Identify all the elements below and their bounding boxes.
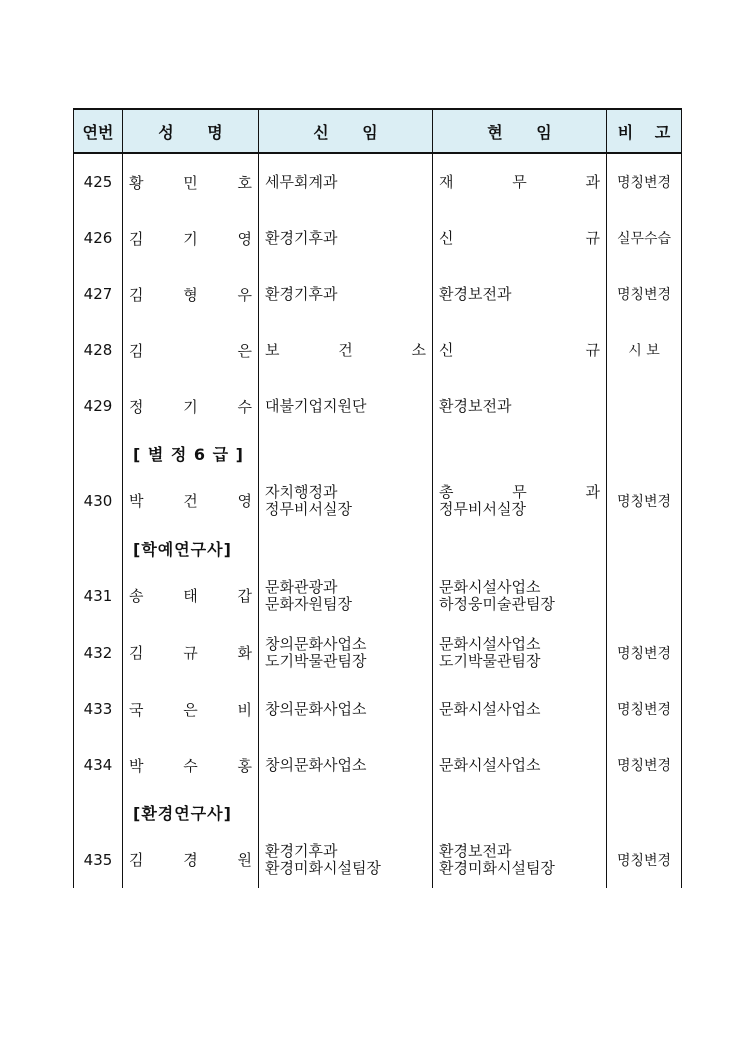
- current-post-line: 문화시설사업소: [439, 755, 541, 774]
- new-post-cell: [259, 831, 433, 889]
- new-post-cell: [259, 681, 433, 737]
- current-post-line: 도기박물관팀장: [439, 651, 541, 670]
- note-cell: 명칭변경: [607, 153, 682, 210]
- empty-cell: [433, 529, 607, 567]
- empty-cell: [607, 793, 682, 831]
- person-name: 김 규 화: [123, 624, 259, 681]
- section-label: [학예연구사]: [123, 529, 259, 567]
- new-post-line: 창의문화사업소: [265, 755, 367, 774]
- current-post-cell: [433, 567, 607, 624]
- current-post-line: 총 무 과: [439, 482, 600, 501]
- table-row: [74, 567, 682, 624]
- header-no: 연번: [74, 109, 123, 153]
- table-row: [74, 210, 682, 266]
- row-number: 432: [74, 624, 123, 681]
- table-row: [74, 266, 682, 322]
- note-cell: 명칭변경: [607, 831, 682, 889]
- empty-cell: [607, 529, 682, 567]
- person-name: 국 은 비: [123, 681, 259, 737]
- note-cell: 명칭변경: [607, 472, 682, 529]
- current-post-line: 정무비서실장: [439, 499, 526, 518]
- new-post-line: 창의문화사업소: [265, 699, 367, 718]
- note-cell: 명칭변경: [607, 624, 682, 681]
- note-cell: 명칭변경: [607, 737, 682, 793]
- person-name: 김 형 우: [123, 266, 259, 322]
- new-post-line: 환경미화시설팀장: [265, 858, 381, 877]
- row-number: 426: [74, 210, 123, 266]
- current-post-cell: [433, 266, 607, 322]
- empty-cell: [259, 793, 433, 831]
- new-post-line: 자치행정과: [265, 482, 338, 501]
- current-post-line: 환경미화시설팀장: [439, 858, 555, 877]
- table-row: [74, 681, 682, 737]
- section-label: [ 별 정 6 급 ]: [123, 434, 259, 472]
- person-name: 정 기 수: [123, 378, 259, 434]
- current-post-cell: [433, 378, 607, 434]
- row-number: 430: [74, 472, 123, 529]
- note-cell: 명칭변경: [607, 681, 682, 737]
- new-post-cell: [259, 567, 433, 624]
- new-post-line: 정무비서실장: [265, 499, 352, 518]
- person-name: 김 은: [123, 322, 259, 378]
- person-name: 김 기 영: [123, 210, 259, 266]
- section-row: [74, 529, 682, 567]
- person-name: 박 건 영: [123, 472, 259, 529]
- new-post-line: 환경기후과: [265, 228, 338, 247]
- current-post-line: 신 규: [439, 340, 600, 359]
- new-post-line: 대불기업지원단: [265, 396, 367, 415]
- row-number: 434: [74, 737, 123, 793]
- header-note: 비 고: [607, 109, 682, 153]
- current-post-cell: [433, 831, 607, 889]
- table-row: [74, 153, 682, 210]
- current-post-cell: [433, 681, 607, 737]
- person-name: 박 수 홍: [123, 737, 259, 793]
- note-cell: 실무수습: [607, 210, 682, 266]
- row-number: 428: [74, 322, 123, 378]
- current-post-cell: [433, 472, 607, 529]
- current-post-line: 재 무 과: [439, 172, 600, 191]
- empty-cell: [607, 434, 682, 472]
- new-post-cell: [259, 624, 433, 681]
- current-post-line: 환경보전과: [439, 841, 512, 860]
- section-label: [환경연구사]: [123, 793, 259, 831]
- new-post-cell: [259, 378, 433, 434]
- new-post-line: 보 건 소: [265, 340, 426, 359]
- note-cell: 명칭변경: [607, 266, 682, 322]
- current-post-line: 하정웅미술관팀장: [439, 594, 555, 613]
- new-post-line: 창의문화사업소: [265, 634, 367, 653]
- person-name: 황 민 호: [123, 153, 259, 210]
- table-row: [74, 378, 682, 434]
- current-post-line: 문화시설사업소: [439, 634, 541, 653]
- current-post-line: 문화시설사업소: [439, 577, 541, 596]
- current-post-line: 환경보전과: [439, 396, 512, 415]
- empty-cell: [74, 529, 123, 567]
- current-post-cell: [433, 210, 607, 266]
- section-row: [74, 793, 682, 831]
- current-post-cell: [433, 624, 607, 681]
- row-number: 425: [74, 153, 123, 210]
- empty-cell: [259, 529, 433, 567]
- new-post-line: 문화자원팀장: [265, 594, 352, 613]
- current-post-cell: [433, 322, 607, 378]
- header-name: 성 명: [123, 109, 259, 153]
- table-row: [74, 831, 682, 889]
- table-row: [74, 322, 682, 378]
- new-post-line: 도기박물관팀장: [265, 651, 367, 670]
- new-post-cell: [259, 210, 433, 266]
- table-row: [74, 472, 682, 529]
- new-post-line: 환경기후과: [265, 841, 338, 860]
- table-row: [74, 624, 682, 681]
- row-number: 431: [74, 567, 123, 624]
- header-new-post: 신 임: [259, 109, 433, 153]
- new-post-cell: [259, 322, 433, 378]
- row-number: 433: [74, 681, 123, 737]
- table-row: [74, 737, 682, 793]
- empty-cell: [433, 793, 607, 831]
- new-post-line: 세무회계과: [265, 172, 338, 191]
- new-post-cell: [259, 153, 433, 210]
- note-cell: [607, 567, 682, 624]
- row-number: 435: [74, 831, 123, 889]
- empty-cell: [74, 793, 123, 831]
- current-post-cell: [433, 153, 607, 210]
- header-row: [74, 109, 682, 153]
- empty-cell: [259, 434, 433, 472]
- empty-cell: [433, 434, 607, 472]
- current-post-line: 환경보전과: [439, 284, 512, 303]
- note-cell: 시 보: [607, 322, 682, 378]
- person-name: 송 태 갑: [123, 567, 259, 624]
- person-name: 김 경 원: [123, 831, 259, 889]
- new-post-line: 환경기후과: [265, 284, 338, 303]
- empty-cell: [74, 434, 123, 472]
- current-post-line: 신 규: [439, 228, 600, 247]
- new-post-cell: [259, 266, 433, 322]
- table-body: [74, 153, 682, 889]
- new-post-cell: [259, 737, 433, 793]
- note-cell: [607, 378, 682, 434]
- row-number: 427: [74, 266, 123, 322]
- row-number: 429: [74, 378, 123, 434]
- personnel-table: [73, 108, 682, 889]
- new-post-line: 문화관광과: [265, 577, 338, 596]
- new-post-cell: [259, 472, 433, 529]
- current-post-cell: [433, 737, 607, 793]
- header-current-post: 현 임: [433, 109, 607, 153]
- section-row: [74, 434, 682, 472]
- current-post-line: 문화시설사업소: [439, 699, 541, 718]
